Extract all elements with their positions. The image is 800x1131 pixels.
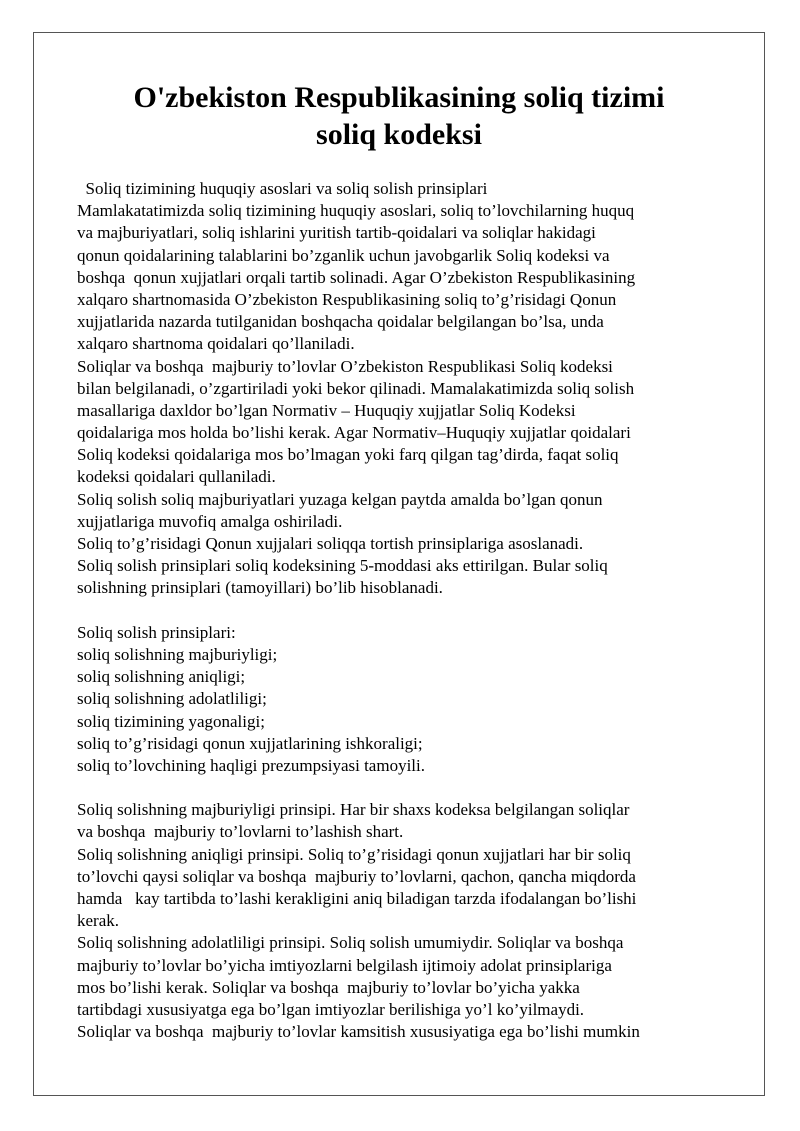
text-line: Mamlakatatimizda soliq tizimining huquqiy asoslari, soliq to’lovchilarning huquq: [77, 201, 635, 221]
text-line: mos bo’lishi kerak. Soliqlar va boshqa majburiy to’lovlar bo’yicha yakka: [77, 977, 580, 997]
text-line: Soliq tizimining huquqiy asoslari va soliq solish prinsiplari: [77, 179, 488, 198]
text-line: kodeksi qoidalari qullaniladi.: [77, 467, 276, 487]
title-line-1: O'zbekiston Respublikasining soliq tizimi: [133, 81, 665, 114]
text-line: xalqaro shartnoma qoidalari qo’llaniladi.: [77, 334, 355, 354]
section-principles-list: [77, 622, 737, 777]
list-item: soliq solishning adolatliligi;: [77, 689, 267, 709]
document-title: [33, 79, 765, 153]
text-line: bilan belgilanadi, o’zgartiriladi yoki bekor qilinadi. Mamalakatimizda soliq solish: [77, 378, 635, 398]
paragraph-spacer: [77, 777, 737, 799]
text-line: Soliq solishning majburiyligi prinsipi. Har bir shaxs kodeksa belgilangan soliqlar: [77, 800, 630, 820]
list-item: soliq to’g’risidagi qonun xujjatlarining ishkoraligi;: [77, 733, 423, 753]
text-line: Soliqlar va boshqa majburiy to’lovlar O’zbekiston Respublikasi Soliq kodeksi: [77, 356, 613, 376]
section-legal-basis: [77, 178, 737, 600]
text-line: Soliq to’g’risidagi Qonun xujjalari soliqqa tortish prinsiplariga asoslanadi.: [77, 534, 584, 553]
text-line: to’lovchi qaysi soliqlar va boshqa majburiy to’lovlarni, qachon, qancha miqdorda: [77, 866, 636, 886]
list-heading: Soliq solish prinsiplari:: [77, 622, 236, 642]
document-body: [77, 178, 737, 1043]
text-line: Soliq solish soliq majburiyatlari yuzaga kelgan paytda amalda bo’lgan qonun: [77, 489, 603, 509]
text-line: xujjatlarida nazarda tutilganidan boshqacha qoidalar belgilangan bo’lsa, unda: [77, 312, 604, 332]
paragraph-spacer: [77, 600, 737, 622]
text-line: qoidalariga mos holda bo’lishi kerak. Agar Normativ–Huquqiy xujjatlar qoidalari: [77, 423, 631, 443]
text-line: solishning prinsiplari (tamoyillari) bo’lib hisoblanadi.: [77, 578, 443, 598]
text-line: boshqa qonun xujjatlari orqali tartib solinadi. Agar O’zbekiston Respublikasining: [77, 267, 636, 287]
text-line: Soliq solishning adolatliligi prinsipi. Soliq solish umumiydir. Soliqlar va boshqa: [77, 933, 624, 953]
text-line: qonun qoidalarining talablarini bo’zganlik uchun javobgarlik Soliq kodeksi va: [77, 245, 610, 265]
text-line: kerak.: [77, 911, 120, 931]
text-line: va majburiyatlari, soliq ishlarini yuritish tartib-qoidalari va soliqlar hakidagi: [77, 223, 596, 243]
list-item: soliq solishning aniqligi;: [77, 667, 246, 687]
list-item: soliq solishning majburiyligi;: [77, 644, 278, 664]
text-line: Soliq solishning aniqligi prinsipi. Soliq to’g’risidagi qonun xujjatlari har bir soliq: [77, 844, 631, 864]
text-line: hamda kay tartibda to’lashi kerakligini aniq biladigan tarzda ifodalangan bo’lishi: [77, 889, 637, 908]
text-line: Soliq solish prinsiplari soliq kodeksining 5-moddasi aks ettirilgan. Bular soliq: [77, 556, 608, 576]
text-line: va boshqa majburiy to’lovlarni to’lashish shart.: [77, 822, 404, 842]
title-line-2: soliq kodeksi: [316, 118, 482, 151]
text-line: Soliq kodeksi qoidalariga mos bo’lmagan yoki farq qilgan tag’dirda, faqat soliq: [77, 445, 619, 465]
section-principles-detail: [77, 799, 737, 1043]
text-line: Soliqlar va boshqa majburiy to’lovlar kamsitish xususiyatiga ega bo’lishi mumkin: [77, 1022, 640, 1042]
list-item: soliq to’lovchining haqligi prezumpsiyasi tamoyili.: [77, 755, 425, 775]
text-line: masallariga daxldor bo’lgan Normativ – Huquqiy xujjatlar Soliq Kodeksi: [77, 400, 576, 420]
text-line: tartibdagi xususiyatga ega bo’lgan imtiyozlar berilishiga yo’l ko’yilmaydi.: [77, 999, 585, 1019]
text-line: xalqaro shartnomasida O’zbekiston Respublikasining soliq to’g’risidagi Qonun: [77, 289, 617, 309]
text-line: xujjatlariga muvofiq amalga oshiriladi.: [77, 511, 343, 531]
list-item: soliq tizimining yagonaligi;: [77, 711, 265, 731]
text-line: majburiy to’lovlar bo’yicha imtiyozlarni belgilash ijtimoiy adolat prinsiplariga: [77, 955, 612, 975]
